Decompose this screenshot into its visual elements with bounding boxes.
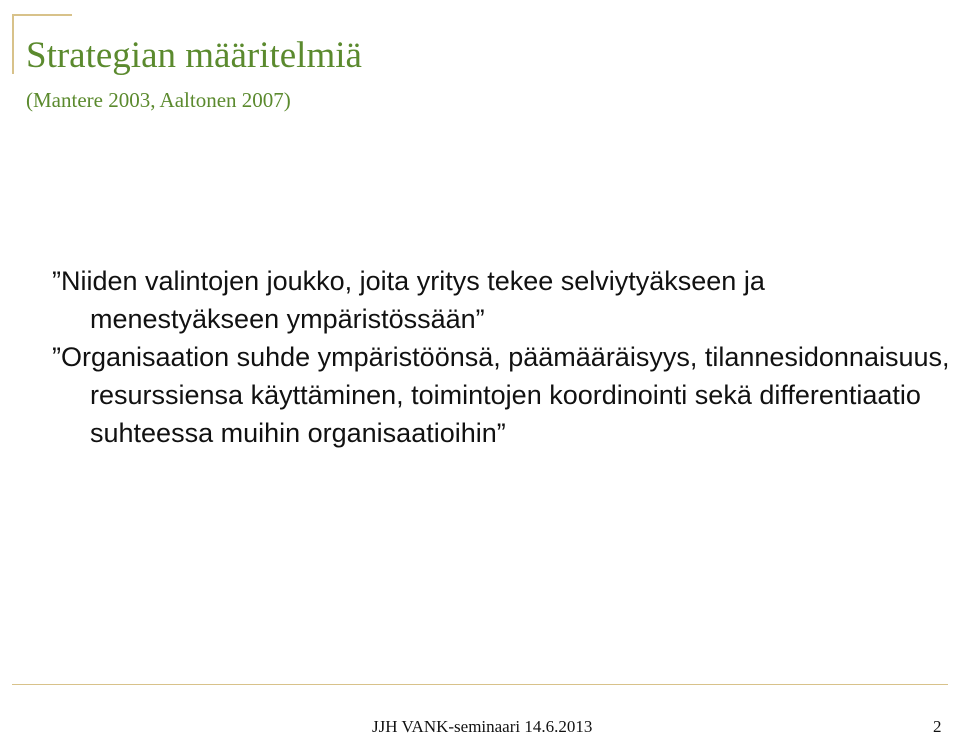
page-number: 2: [933, 717, 942, 736]
definition-1: ”Niiden valintojen joukko, joita yritys tekee selviytyäkseen ja menestyäkseen ympäristössään”: [52, 266, 765, 334]
corner-decoration-horizontal: [12, 14, 72, 16]
corner-decoration-vertical: [12, 14, 14, 74]
definition-2: ”Organisaation suhde ympäristöönsä, päämääräisyys, tilannesidonnaisuus, resurssiensa käyttäminen, toimintojen koordinointi sekä differentiaatio suhteessa muihin organisaatioihin”: [52, 342, 950, 448]
footer-divider: [12, 684, 948, 685]
slide-title: Strategian määritelmiä: [26, 35, 362, 76]
slide-subtitle: (Mantere 2003, Aaltonen 2007): [26, 88, 291, 112]
footer-text: JJH VANK-seminaari 14.6.2013: [372, 717, 593, 736]
definitions-list: [52, 262, 952, 452]
